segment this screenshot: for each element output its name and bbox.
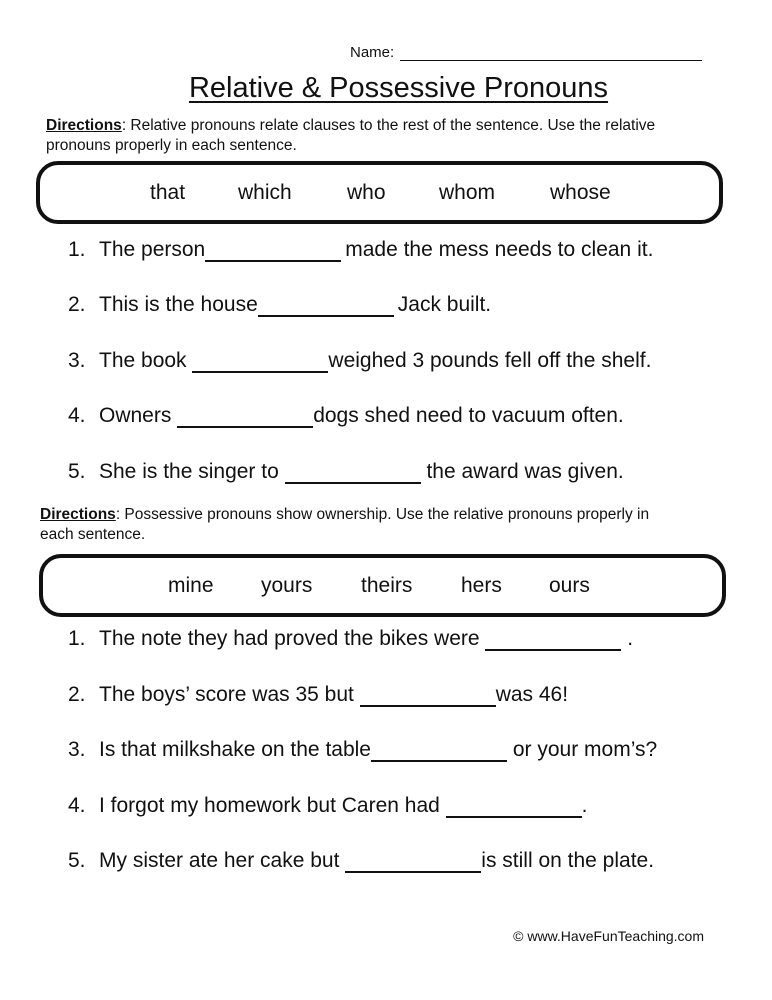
answer-blank[interactable] [371, 759, 507, 762]
answer-blank[interactable] [177, 425, 313, 428]
directions-relative [46, 116, 706, 156]
question-possessive-4: 4. I forgot my homework but Caren had . [68, 794, 588, 817]
question-possessive-5: 5. My sister ate her cake but is still on the plate. [68, 849, 655, 872]
name-field [350, 44, 702, 61]
question-relative-4: 4. Owners dogs shed need to vacuum often. [68, 404, 624, 427]
word-bank-item: ours [549, 574, 590, 597]
name-blank-line[interactable] [400, 44, 702, 61]
word-bank-possessive [39, 554, 726, 617]
question-possessive-3: 3. Is that milkshake on the table or your mom’s? [68, 738, 658, 761]
directions-text: : Relative pronouns relate clauses to the rest of the sentence. Use the relative pronouns properly in each sentence. [46, 117, 656, 154]
answer-blank[interactable] [345, 870, 481, 873]
word-bank-relative [36, 161, 723, 224]
question-relative-5: 5. She is the singer to the award was given. [68, 460, 624, 483]
directions-text: : Possessive pronouns show ownership. Use the relative pronouns properly in each sentence. [40, 506, 650, 543]
question-relative-2: 2. This is the house Jack built. [68, 293, 492, 316]
word-bank-item: whom [439, 181, 496, 204]
answer-blank[interactable] [192, 370, 328, 373]
word-bank-item: that [150, 181, 186, 204]
answer-blank[interactable] [205, 259, 341, 262]
page-title: Relative & Possessive Pronouns [188, 72, 609, 104]
question-relative-3: 3. The book weighed 3 pounds fell off the shelf. [68, 349, 652, 372]
directions-label: Directions [46, 117, 122, 134]
word-bank-item: mine [168, 574, 214, 597]
word-bank-item: whose [550, 181, 611, 204]
word-bank-item: theirs [361, 574, 413, 597]
word-bank-item: who [347, 181, 386, 204]
copyright-footer: © www.HaveFunTeaching.com [513, 928, 704, 944]
answer-blank[interactable] [485, 648, 621, 651]
name-label: Name: [350, 44, 395, 61]
word-bank-item: which [238, 181, 292, 204]
question-relative-1: 1. The person made the mess needs to clean it. [68, 238, 654, 261]
word-bank-item: hers [461, 574, 502, 597]
question-possessive-2: 2. The boys’ score was 35 but was 46! [68, 683, 569, 706]
answer-blank[interactable] [360, 704, 496, 707]
directions-possessive [40, 505, 680, 545]
question-possessive-1: 1. The note they had proved the bikes were . [68, 627, 634, 650]
answer-blank[interactable] [285, 481, 421, 484]
word-bank-item: yours [261, 574, 313, 597]
directions-label: Directions [40, 506, 116, 523]
answer-blank[interactable] [258, 314, 394, 317]
answer-blank[interactable] [446, 815, 582, 818]
